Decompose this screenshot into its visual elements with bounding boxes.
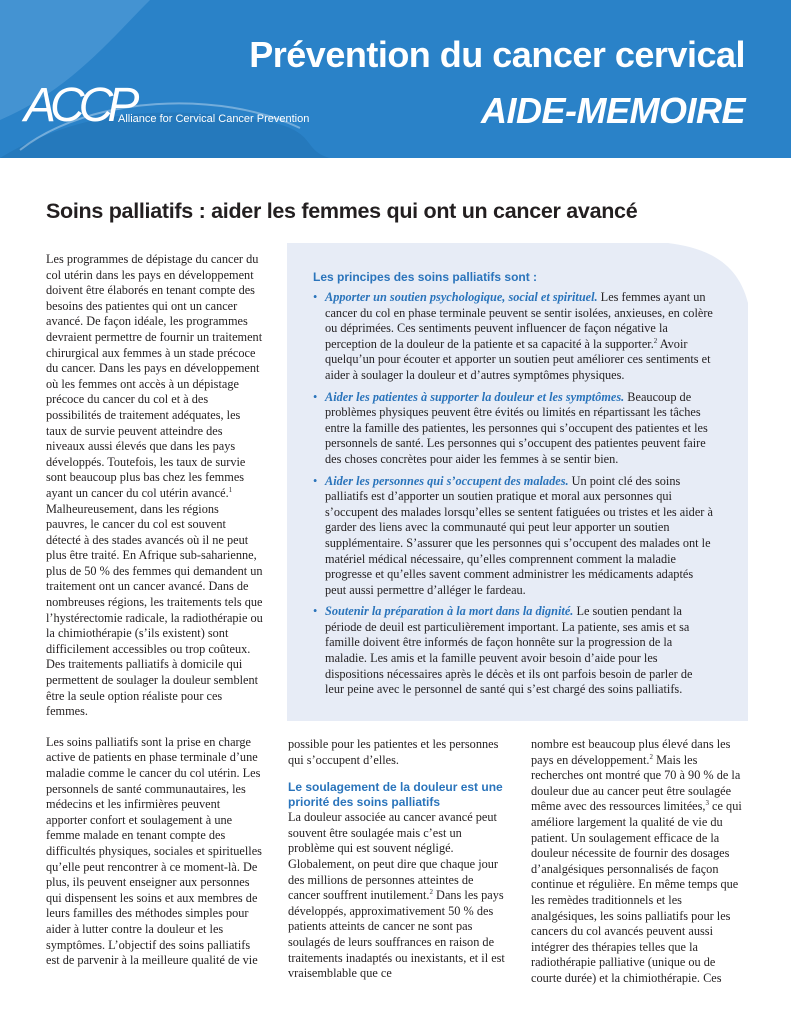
middle-paragraph-2: La douleur associée au cancer avancé peut souvent être soulagée mais c’est un problème qui est souvent négligé. Globalement, on peut dire que chaque jour des millions de personnes atteintes de cancer souffrent inutilement.$^2$ Dans les pays développés, approximativement 50 % des patients atteints de cancer ne sont pas soulagés de leurs souffrances en raison de traitements inadaptés ou inexistants, et il est vraisemblable que ce — [288, 810, 505, 981]
principle-item: • Aider les patientes à supporter la douleur et les symptômes. Beaucoup de problèmes physiques peuvent être évités ou limités en répartissant les tâches entre la famille des patientes, les personnes qui s’occupent des patientes et les personnels de santé. Les personnes qui s’occupent des patientes peuvent faire des choses concrètes pour aider les femmes à se sentir bien. — [313, 389, 708, 466]
principle-item: • Soutenir la préparation à la mort dans la dignité. Le soutien pendant la période de deuil est particulièrement important. La patiente, ses amis et sa famille doivent être informés de façon honnête sur la progression de la maladie. Les amis et la famille peuvent avoir besoin d’aide pour les dispositions nécessaires après le décès et ils ont parfois besoin de parler de leur peine avec le personnel de santé qui s’est chargé des soins palliatifs. — [313, 604, 693, 697]
right-column — [531, 737, 749, 987]
principle-item: • Aider les personnes qui s’occupent des malades. Un point clé des soins palliatifs est d’apporter un soutien pratique et moral aux personnes qui s’occupent des malades lorsqu’elles se sentent fatiguées ou tristes et les aider à garder des liens avec la communauté qui peut leur apporter un soutien supplémentaire. S’assurer que les personnes qui s’occupent des malades ont le matériel médical nécessaire, qu’elles comprennent comment la maladie progresse et qu’elles savent comment administrer les médicaments adaptés peut aussi permettre d’alléger le fardeau. — [313, 473, 713, 597]
right-paragraph-1: nombre est beaucoup plus élevé dans les pays en développement.$^2$ Mais les recherches ont montré que 70 à 90 % de la douleur due au cancer peut être soulagée même avec des ressources limitées,$^3$ ce qui améliore largement la qualité de vie du patient. Un soulagement efficace de la douleur nécessite de fournir des dosages d’analgésiques personnalisés de façon continue et régulière. En même temps que les remèdes traditionnels et les analgésiques, les soins palliatifs pour les cancers du col avancés peuvent aussi intégrer des thérapies telles que la radiothérapie palliative (unique ou de courte durée) et la chimiothérapie. Ces — [531, 737, 742, 985]
principles-list — [313, 290, 713, 704]
accp-logo: ACCP — [24, 79, 134, 132]
left-paragraph-1: Les programmes de dépistage du cancer du col utérin dans les pays en développement doivent être élaborés en tenant compte des besoins des patientes qui ont un cancer avancé. De façon idéale, les programmes devraient permettre de fournir un traitement chirurgical aux femmes à un stade précoce du cancer. Dans les pays en développement où les femmes ont accès à un dépistage précoce du cancer du col et à des possibilités de traitement adéquates, les taux de survie peuvent atteindre des niveaux aussi élevés que dans les pays développés. Toutefois, les taux de survie sont beaucoup plus bas chez les femmes ayant un cancer du col utérin avancé.$^1$ Malheureusement, dans les régions pauvres, le cancer du col est souvent détecté à des stades avancés où il ne peut plus être traité. En Afrique sub-saharienne, plus de 50 % des femmes qui demandent un traitement ont un cancer avancé. Dans de nombreuses régions, les traitements tels que l’hystérectomie radicale, la radiothérapie ou la chimiothérapie (s’ils existent) sont difficilement accessibles ou trop coûteux. Des traitements palliatifs à domicile qui permettent de soulager la douleur semblent être la seule option réaliste pour ces femmes. — [46, 252, 263, 719]
left-column — [46, 252, 263, 969]
sidebar-title: Les principes des soins palliatifs sont : — [313, 270, 538, 284]
left-paragraph-2: Les soins palliatifs sont la prise en charge active de patients en phase terminale d’une maladie comme le cancer du col utérin. Les personnels de santé communautaires, les médecins et les infirmières peuvent apporter confort et soulagement à une femme malade en tenant compte des difficultés physiques, sociales et spirituelles qu’elle peut rencontrer à ce moment-là. De plus, ils peuvent enseigner aux personnes qui dispensent les soins et aux membres de leurs familles des méthodes simples pour aider à lutter contre la douleur et les symptômes. L’objectif des soins palliatifs est de parvenir à la meilleure qualité de vie — [46, 734, 262, 968]
principle-item: • Apporter un soutien psychologique, social et spirituel. Les femmes ayant un cancer du col en phase terminale peuvent se sentir isolées, anxieuses, en colère ou déprimées. Ces sentiments peuvent influencer de façon négative la perception de la douleur de la patiente et sa capacité à la supporter.$^2$ Avoir quelqu’un pour écouter et apporter un soutien peut améliorer ces sentiments et aider à soulager la douleur et d’autres symptômes physiques. — [313, 290, 713, 382]
header-band — [0, 0, 791, 158]
logo-text: Alliance for Cervical Cancer Prevention — [118, 113, 310, 125]
page-title: Prévention du cancer cervical — [249, 34, 745, 75]
pain-relief-heading: Le soulagement de la douleur est une priorité des soins palliatifs — [288, 780, 503, 810]
section-heading: Soins palliatifs : aider les femmes qui ont un cancer avancé — [46, 199, 638, 223]
page-subtitle: AIDE-MEMOIRE — [481, 90, 745, 131]
middle-column — [288, 737, 508, 982]
middle-paragraph-1: possible pour les patientes et les personnes qui s’occupent d’elles. — [288, 737, 499, 767]
